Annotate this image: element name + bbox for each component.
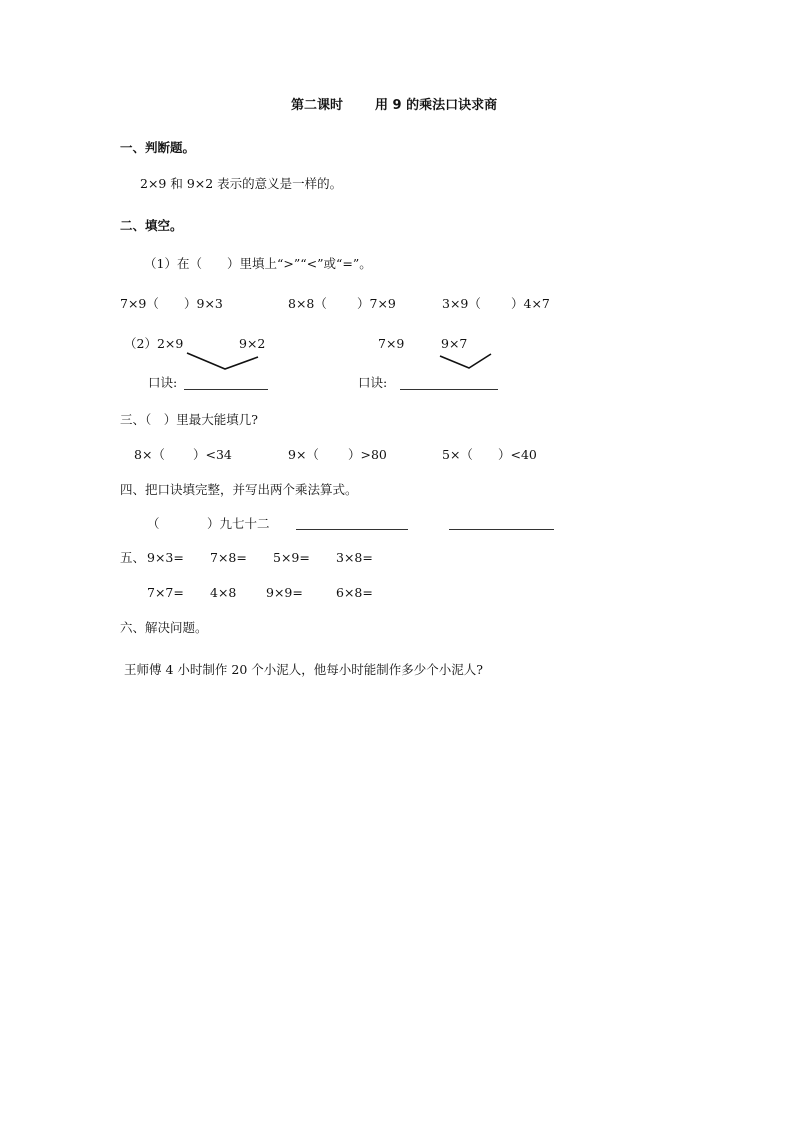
- section-4-heading: 四、把口诀填完整，并写出两个乘法算式。: [120, 482, 358, 497]
- equation-blank-1[interactable]: [296, 529, 408, 530]
- calc-4: 3×8=: [336, 550, 373, 565]
- pair-2-left: 7×9: [378, 336, 405, 351]
- comparison-2-left: 8×8（: [288, 296, 327, 311]
- pair-1-right: 9×2: [239, 336, 266, 351]
- calc-5: 7×7=: [147, 585, 184, 600]
- equation-blank-2[interactable]: [449, 529, 554, 530]
- max-fill-3-right: ）<40: [498, 447, 537, 462]
- section-3-heading: 三、（ ）里最大能填几?: [120, 412, 258, 427]
- rhyme-label-2: 口诀:: [358, 375, 388, 390]
- calc-1: 9×3=: [147, 550, 184, 565]
- max-fill-2-left: 9×（: [288, 447, 319, 462]
- connector-v-1: [187, 353, 258, 369]
- section-5-prefix: 五、: [120, 550, 146, 565]
- part-1-instruction: （1）在（ ）里填上“>”“<”或“=”。: [144, 256, 372, 271]
- comparison-1-left: 7×9（: [120, 296, 159, 311]
- rhyme-text: ）九七十二: [207, 516, 270, 531]
- connector-v-2: [440, 354, 491, 368]
- calc-6: 4×8: [210, 585, 237, 600]
- section-2-heading: 二、填空。: [120, 218, 183, 233]
- max-fill-2-right: ）>80: [348, 447, 387, 462]
- calc-3: 5×9=: [273, 550, 310, 565]
- rhyme-open-paren: （: [147, 516, 160, 531]
- comparison-2-right: ）7×9: [357, 296, 396, 311]
- comparison-3-right: ）4×7: [511, 296, 550, 311]
- calc-8: 6×8=: [336, 585, 373, 600]
- page-title: 用 9 的乘法口诀求商: [375, 98, 498, 113]
- lesson-label: 第二课时: [291, 98, 344, 113]
- calc-7: 9×9=: [266, 585, 303, 600]
- rhyme-blank-1[interactable]: [184, 389, 268, 390]
- max-fill-1-right: ）<34: [193, 447, 232, 462]
- section-1-heading: 一、判断题。: [120, 140, 196, 155]
- calc-2: 7×8=: [210, 550, 247, 565]
- part-2-label: （2）2×9: [124, 336, 184, 351]
- word-problem: 王师傅 4 小时制作 20 个小泥人，他每小时能制作多少个小泥人?: [124, 662, 483, 677]
- pair-2-right: 9×7: [441, 336, 468, 351]
- comparison-1-right: ）9×3: [184, 296, 223, 311]
- max-fill-1-left: 8×（: [134, 447, 165, 462]
- rhyme-blank-2[interactable]: [400, 389, 498, 390]
- max-fill-3-left: 5×（: [442, 447, 473, 462]
- section-6-heading: 六、解决问题。: [120, 620, 208, 635]
- rhyme-label-1: 口诀:: [148, 375, 178, 390]
- comparison-3-left: 3×9（: [442, 296, 481, 311]
- judgement-statement: 2×9 和 9×2 表示的意义是一样的。: [140, 176, 343, 191]
